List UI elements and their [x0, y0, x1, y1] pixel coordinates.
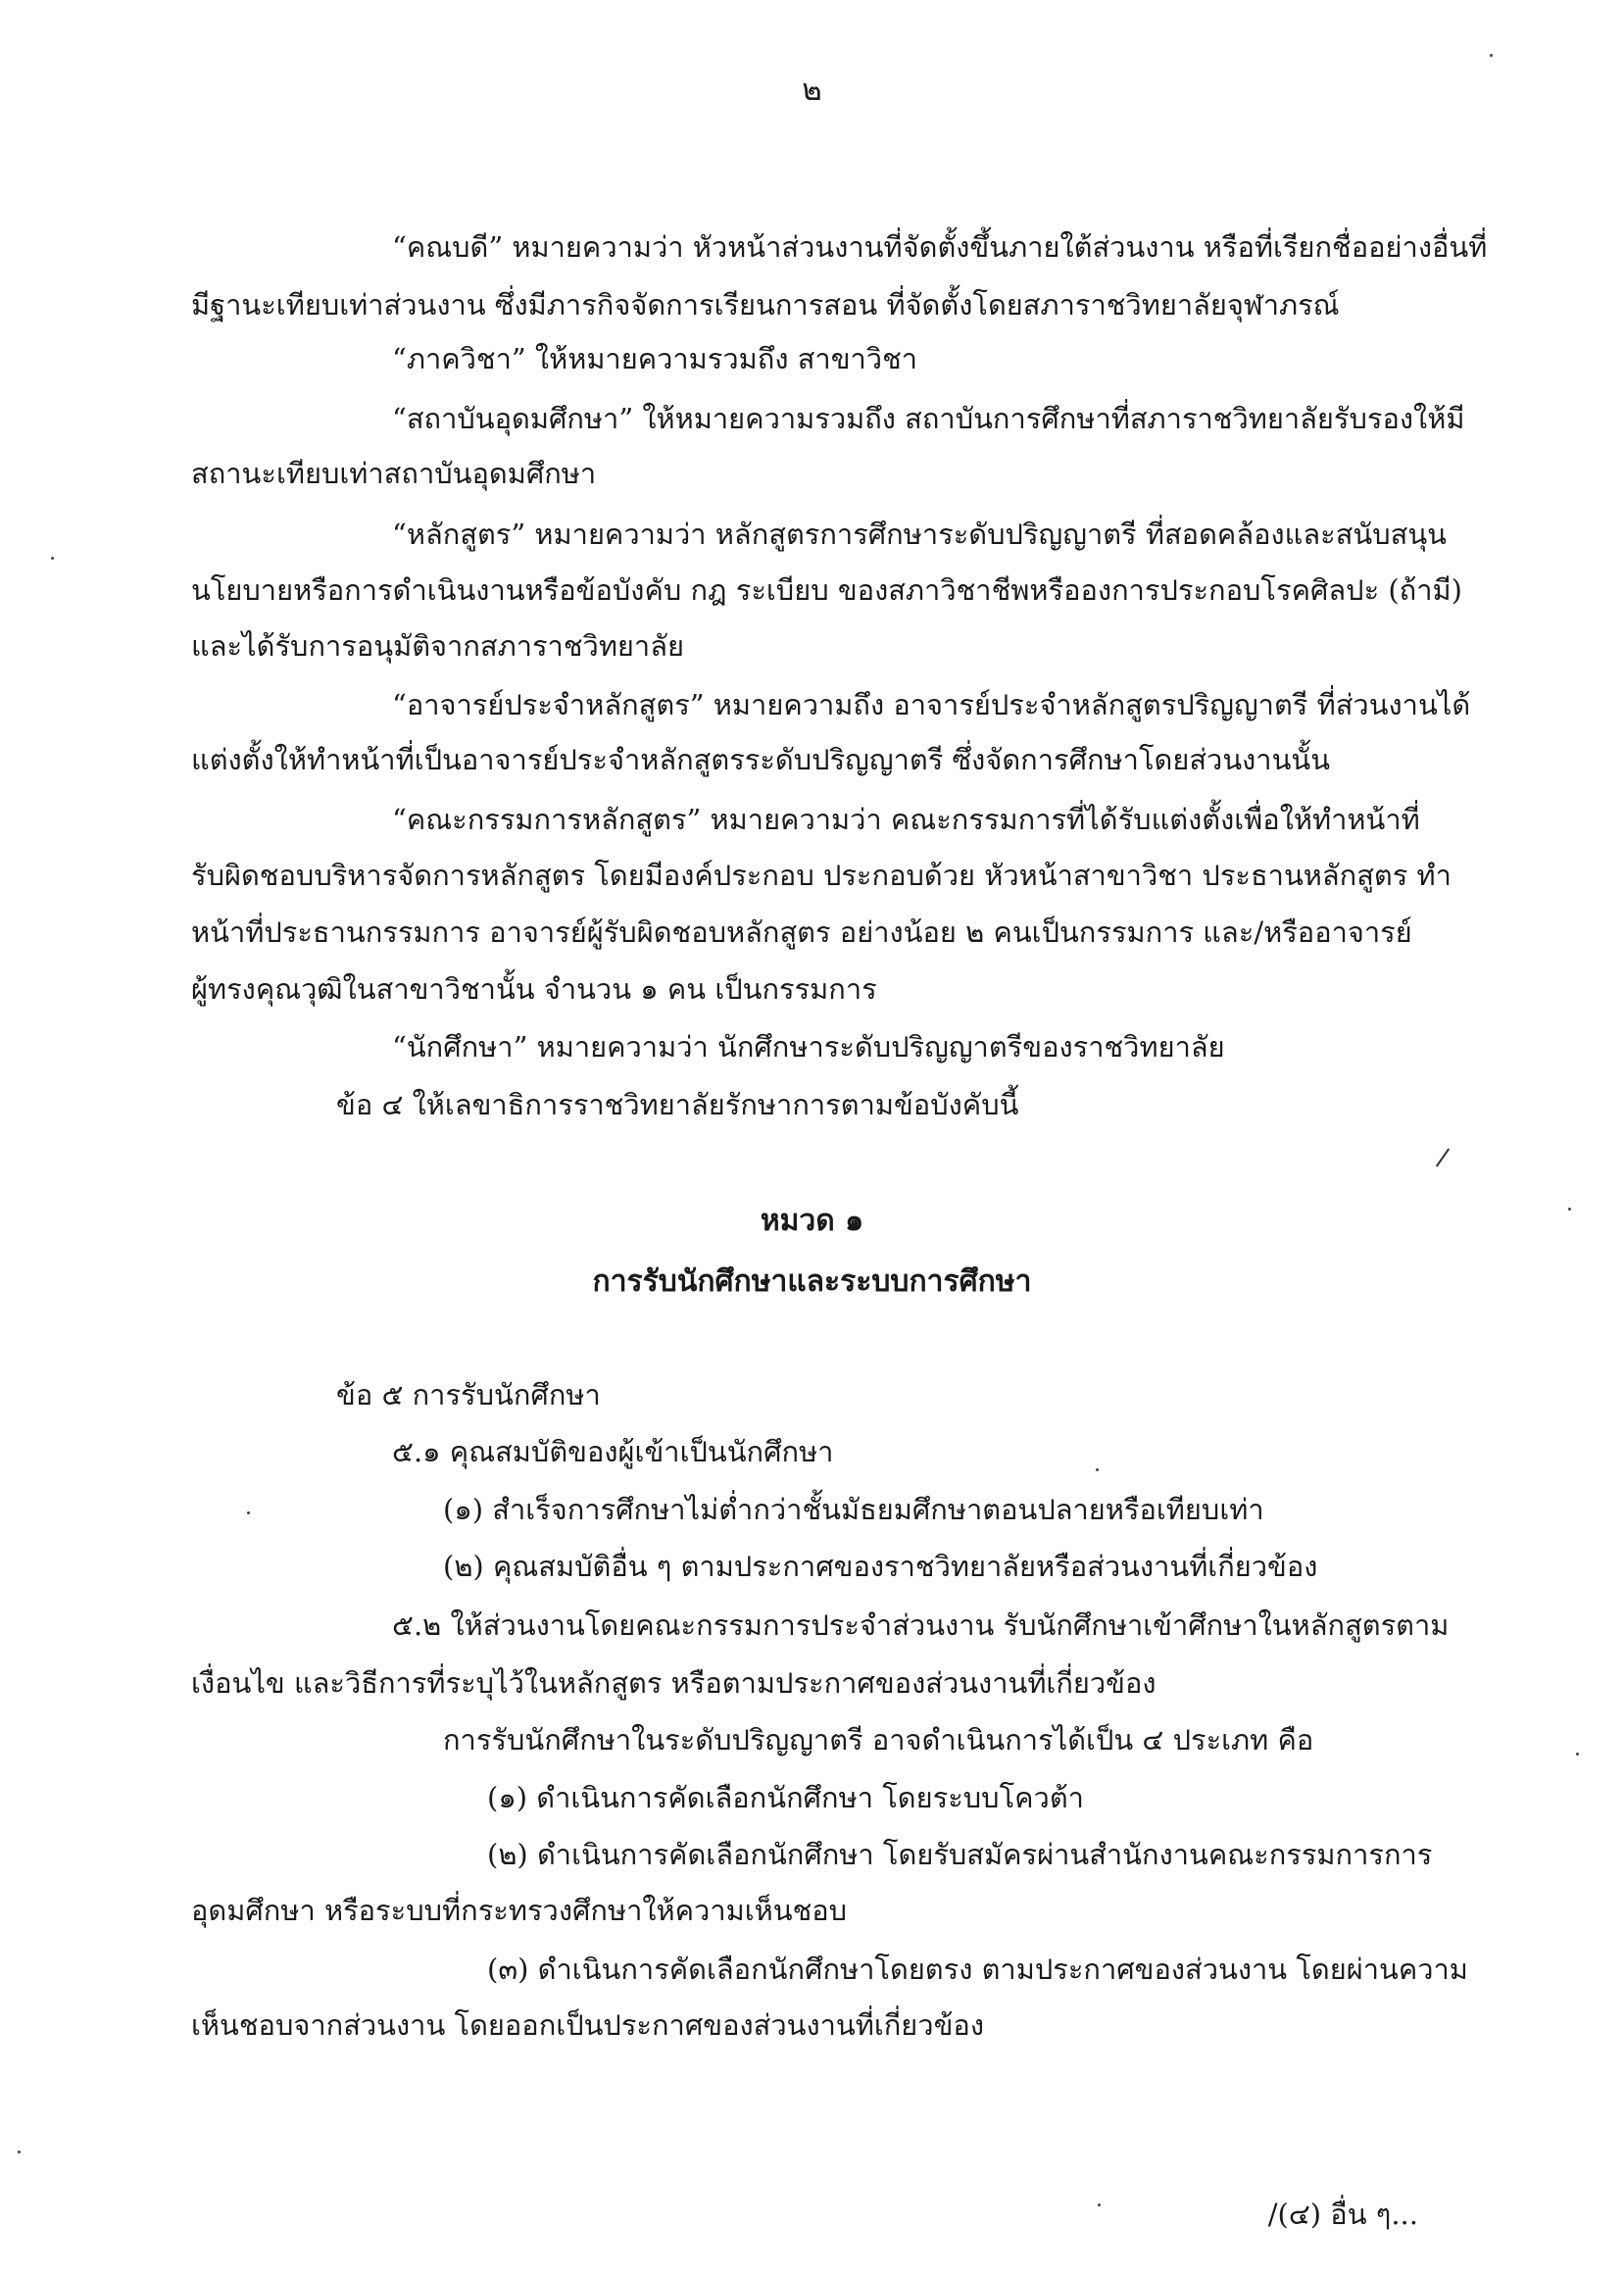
scan-speck — [1490, 54, 1493, 57]
clause-5-1-item-1: (๑) สำเร็จการศึกษาไม่ต่ำกว่าชั้นมัธยมศึกษาตอนปลายหรือเทียบเท่า — [443, 1493, 1264, 1526]
definition-dean-line2: มีฐานะเทียบเท่าส่วนงาน ซึ่งมีภารกิจจัดการเรียนการสอน ที่จัดตั้งโดยสภาราชวิทยาลัยจุฬาภรณ์ — [191, 288, 1340, 322]
chapter-number: หมวด ๑ — [760, 1204, 864, 1238]
method-2-line1: (๒) ดำเนินการคัดเลือกนักศึกษา โดยรับสมัครผ่านสำนักงานคณะกรรมการการ — [487, 1838, 1433, 1871]
scan-speck — [51, 557, 54, 560]
definition-institution-line1: “สถาบันอุดมศึกษา” ให้หมายความรวมถึง สถาบันการศึกษาที่สภาราชวิทยาลัยรับรองให้มี — [392, 402, 1465, 435]
method-2-line2: อุดมศึกษา หรือระบบที่กระทรวงศึกษาให้ความเห็นชอบ — [191, 1894, 848, 1927]
definition-student: “นักศึกษา” หมายความว่า นักศึกษาระดับปริญญาตรีของราชวิทยาลัย — [392, 1030, 1225, 1064]
clause-5-2-line1: ๕.๒ ให้ส่วนงานโดยคณะกรรมการประจำส่วนงาน รับนักศึกษาเข้าศึกษาในหลักสูตรตาม — [392, 1608, 1450, 1642]
definition-department: “ภาควิชา” ให้หมายความรวมถึง สาขาวิชา — [392, 342, 918, 375]
continuation-note: /(๔) อื่น ๆ... — [1267, 2198, 1418, 2231]
scan-speck — [247, 1511, 250, 1514]
definition-curriculum-line3: และได้รับการอนุมัติจากสภาราชวิทยาลัย — [191, 629, 684, 663]
scan-speck — [1568, 1208, 1571, 1211]
scan-speck — [1096, 1468, 1099, 1471]
clause-5-2-intro: การรับนักศึกษาในระดับปริญญาตรี อาจดำเนินการได้เป็น ๔ ประเภท คือ — [443, 1723, 1314, 1756]
clause-4: ข้อ ๔ ให้เลขาธิการราชวิทยาลัยรักษาการตามข้อบังคับนี้ — [336, 1088, 1019, 1121]
definition-curriculum-line1: “หลักสูตร” หมายความว่า หลักสูตรการศึกษาระดับปริญญาตรี ที่สอดคล้องและสนับสนุน — [392, 518, 1447, 551]
pen-mark — [1436, 1148, 1450, 1166]
method-3-line1: (๓) ดำเนินการคัดเลือกนักศึกษาโดยตรง ตามประกาศของส่วนงาน โดยผ่านความ — [487, 1953, 1468, 1986]
definition-dean-line1: “คณบดี” หมายความว่า หัวหน้าส่วนงานที่จัดตั้งขึ้นภายใต้ส่วนงาน หรือที่เรียกชื่ออย่างอื่นที่ — [392, 230, 1488, 264]
clause-5-2-line2: เงื่อนไข และวิธีการที่ระบุไว้ในหลักสูตร หรือตามประกาศของส่วนงานที่เกี่ยวข้อง — [191, 1666, 1156, 1700]
clause-5-1-item-2: (๒) คุณสมบัติอื่น ๆ ตามประกาศของราชวิทยาลัยหรือส่วนงานที่เกี่ยวข้อง — [443, 1550, 1318, 1583]
definition-committee-line1: “คณะกรรมการหลักสูตร” หมายความว่า คณะกรรมการที่ได้รับแต่งตั้งเพื่อให้ทำหน้าที่ — [392, 803, 1420, 836]
definition-institution-line2: สถานะเทียบเท่าสถาบันอุดมศึกษา — [191, 457, 597, 490]
page-number: ๒ — [802, 73, 822, 108]
method-3-line2: เห็นชอบจากส่วนงาน โดยออกเป็นประกาศของส่วนงานที่เกี่ยวข้อง — [191, 2008, 984, 2042]
definition-committee-line4: ผู้ทรงคุณวุฒิในสาขาวิชานั้น จำนวน ๑ คน เป็นกรรมการ — [191, 972, 877, 1006]
clause-5-1: ๕.๑ คุณสมบัติของผู้เข้าเป็นนักศึกษา — [392, 1435, 834, 1468]
definition-committee-line2: รับผิดชอบบริหารจัดการหลักสูตร โดยมีองค์ประกอบ ประกอบด้วย หัวหน้าสาขาวิชา ประธานหลักสูตร ทำ — [191, 859, 1452, 892]
definition-lecturer-line2: แต่งตั้งให้ทำหน้าที่เป็นอาจารย์ประจำหลักสูตรระดับปริญญาตรี ซึ่งจัดการศึกษาโดยส่วนงานนั้น — [191, 743, 1331, 776]
scan-speck — [1576, 1753, 1579, 1756]
chapter-title: การรับนักศึกษาและระบบการศึกษา — [592, 1264, 1032, 1299]
scan-speck — [1098, 2203, 1101, 2206]
clause-5-heading: ข้อ ๕ การรับนักศึกษา — [336, 1378, 601, 1411]
method-1: (๑) ดำเนินการคัดเลือกนักศึกษา โดยระบบโควต้า — [487, 1781, 1084, 1814]
scan-speck — [18, 2151, 21, 2153]
definition-lecturer-line1: “อาจารย์ประจำหลักสูตร” หมายความถึง อาจารย์ประจำหลักสูตรปริญญาตรี ที่ส่วนงานได้ — [392, 688, 1471, 721]
definition-committee-line3: หน้าที่ประธานกรรมการ อาจารย์ผู้รับผิดชอบหลักสูตร อย่างน้อย ๒ คนเป็นกรรมการ และ/หรืออาจารย์ — [191, 915, 1412, 949]
definition-curriculum-line2: นโยบายหรือการดำเนินงานหรือข้อบังคับ กฎ ระเบียบ ของสภาวิชาชีพหรือองการประกอบโรคศิลปะ (ถ้ามี) — [191, 573, 1462, 607]
